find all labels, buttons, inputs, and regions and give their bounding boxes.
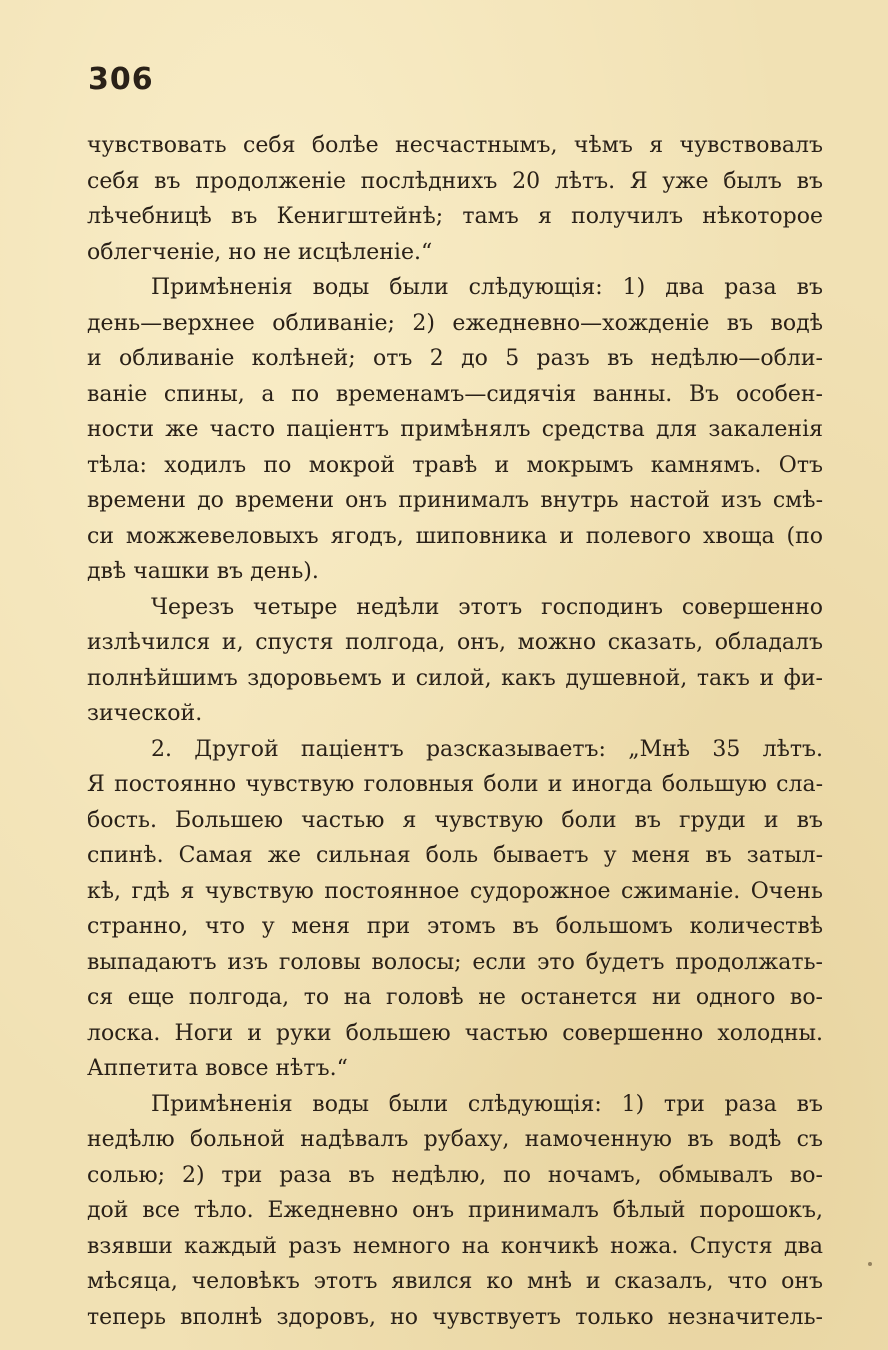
- text-line: ности же часто паціентъ примѣнялъ средства для закаленія: [87, 417, 823, 442]
- body-text: [87, 128, 823, 1335]
- text-line: бость. Большею частью я чувствую боли въ груди и въ: [87, 807, 823, 833]
- text-line: зической.: [87, 701, 203, 726]
- text-line: лоска. Ноги и руки большею частью совершенно холодны.: [87, 1020, 823, 1046]
- text-line: выпадаютъ изъ головы волосы; если это будетъ продолжать-: [87, 949, 823, 975]
- text-line: ваніе спины, а по временамъ—сидячія ванны. Въ особен-: [87, 381, 823, 407]
- text-line: спинѣ. Самая же сильная боль бываетъ у меня въ затыл-: [87, 843, 823, 868]
- text-line: взявши каждый разъ немного на кончикѣ ножа. Спустя два: [87, 1233, 823, 1259]
- text-line: облегченіе, но не исцѣленіе.“: [87, 239, 433, 265]
- text-line: теперь вполнѣ здоровъ, но чувствуетъ только незначитель-: [87, 1304, 823, 1330]
- text-line: и обливаніе колѣней; отъ 2 до 5 разъ въ недѣлю—обли-: [87, 346, 823, 371]
- text-line: Аппетита вовсе нѣтъ.“: [87, 1056, 348, 1081]
- text-line: времени до времени онъ принималъ внутрь настой изъ смѣ-: [87, 488, 823, 513]
- text-line: солью; 2) три раза въ недѣлю, по ночамъ, обмывалъ во-: [87, 1162, 823, 1188]
- text-line: лѣчебницѣ въ Кенигштейнѣ; тамъ я получилъ нѣкоторое: [87, 204, 823, 229]
- text-line: мѣсяца, человѣкъ этотъ явился ко мнѣ и сказалъ, что онъ: [87, 1269, 823, 1294]
- text-line: Черезъ четыре недѣли этотъ господинъ совершенно: [151, 594, 823, 620]
- page-edge-mark: [868, 1262, 872, 1266]
- text-line: странно, что у меня при этомъ въ большомъ количествѣ: [87, 914, 823, 939]
- text-line: излѣчился и, спустя полгода, онъ, можно сказать, обладалъ: [87, 630, 823, 655]
- text-line: недѣлю больной надѣвалъ рубаху, намоченную въ водѣ съ: [87, 1127, 823, 1152]
- text-line: 2. Другой паціентъ разсказываетъ: „Мнѣ 35 лѣтъ.: [151, 736, 823, 762]
- text-line: полнѣйшимъ здоровьемъ и силой, какъ душевной, такъ и фи-: [87, 665, 823, 691]
- text-line: дой все тѣло. Ежедневно онъ принималъ бѣлый порошокъ,: [87, 1198, 823, 1223]
- text-line: день—верхнее обливаніе; 2) ежедневно—хожденіе въ водѣ: [87, 310, 823, 336]
- text-line: кѣ, гдѣ я чувствую постоянное судорожное сжиманіе. Очень: [87, 878, 823, 904]
- text-line: двѣ чашки въ день).: [87, 559, 319, 584]
- text-line: чувствовать себя болѣе несчастнымъ, чѣмъ я чувствовалъ: [87, 133, 823, 158]
- text-line: ся еще полгода, то на головѣ не останется ни одного во-: [87, 985, 823, 1010]
- text-line: си можжевеловыхъ ягодъ, шиповника и полевого хвоща (по: [87, 523, 823, 549]
- text-line: Примѣненія воды были слѣдующія: 1) два раза въ: [151, 275, 823, 300]
- text-line: Я постоянно чувствую головныя боли и иногда большую сла-: [87, 772, 823, 797]
- text-line: Примѣненія воды были слѣдующія: 1) три раза въ: [151, 1091, 823, 1117]
- text-line: тѣла: ходилъ по мокрой травѣ и мокрымъ камнямъ. Отъ: [87, 452, 823, 478]
- text-line: себя въ продолженіе послѣднихъ 20 лѣтъ. Я уже былъ въ: [87, 168, 823, 194]
- page-number: 306: [88, 62, 154, 97]
